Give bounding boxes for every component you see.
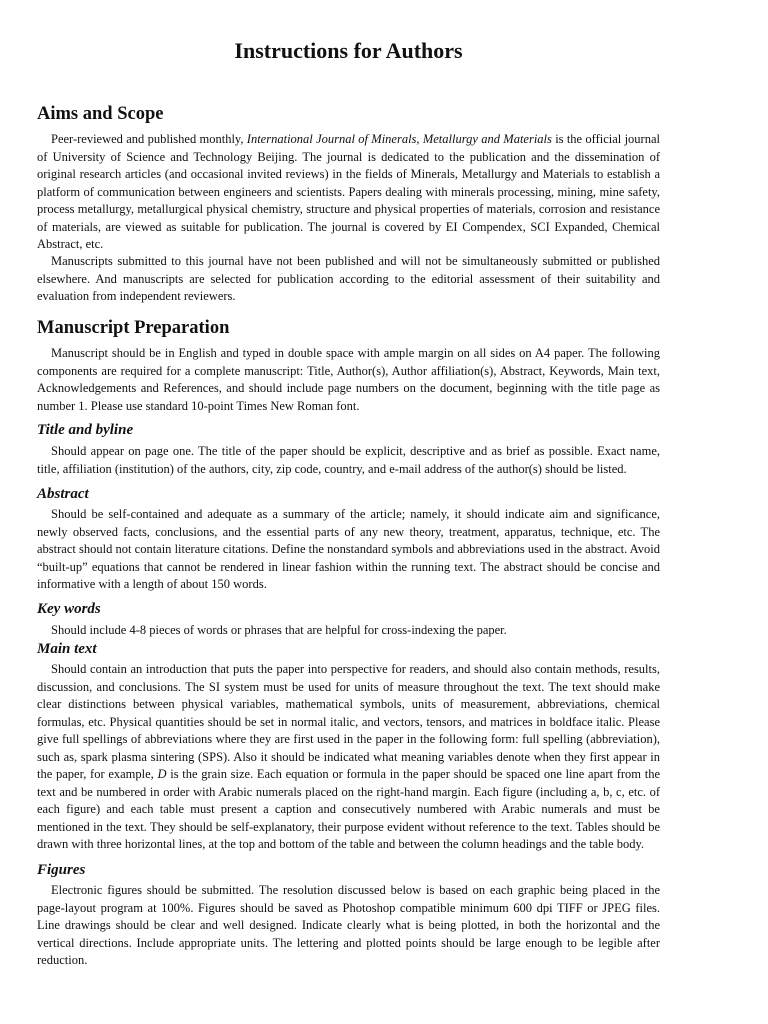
aims-p1-before: Peer-reviewed and published monthly, (51, 132, 247, 146)
aims-paragraph-1 (37, 131, 660, 254)
main-text-after: is the grain size. Each equation or formula in the paper should be spaced one line apart from the text and be numbered in order with Arabic numerals placed on the right-hand margin. Each figure (including a, b, c, etc. of each figure) and each table must present a caption and consecutively numbered with Arabic numerals and must be mentioned in the text. They should be self-explanatory, their purpose evident without reference to the text. Tables should be drawn with three horizontal lines, at the top and bottom of the table and between the column headings and the table body. (37, 767, 660, 851)
journal-name: International Journal of Minerals, Metallurgy and Materials (246, 132, 552, 146)
subheading-abstract: Abstract (37, 486, 89, 502)
subheading-main-text: Main text (37, 641, 97, 657)
main-text-paragraph (37, 661, 660, 854)
section-heading-manuscript: Manuscript Preparation (37, 318, 230, 338)
key-words-paragraph: Should include 4-8 pieces of words or phrases that are helpful for cross-indexing the paper. (51, 623, 507, 637)
abstract-paragraph: Should be self-contained and adequate as a summary of the article; namely, it should indicate aim and significance, newly observed facts, conclusions, and the essential parts of any new theory, treatment, apparatus, technique, etc. The abstract should not contain literature citations. Define the nonstandard symbols and abbreviations used in the abstract. Avoid “built-up” equations that cannot be rendered in linear fashion within the running text. The abstract should be concise and informative with a length of about 150 words. (37, 507, 660, 591)
subheading-key-words: Key words (37, 601, 101, 617)
figures-paragraph: Electronic figures should be submitted. The resolution discussed below is based on each graphic being placed in the page-layout program at 100%. Figures should be saved as Photoshop compatible minimum 600 dpi TIFF or JPEG files. Line drawings should be clear and well designed. Indicate clearly what is being plotted, in both the horizontal and the vertical directions. Include appropriate units. The lettering and plotted points should be large enough to be legible after reduction. (37, 883, 660, 967)
aims-p1-after: is the official journal of University of Science and Technology Beijing. The journal is dedicated to the publication and the dissemination of original research articles (and occasional invited reviews) in the fields of Minerals, Metallurgy and Materials to establish a platform of communication between engineers and scientists. Papers dealing with minerals processing, mining, mine safety, process metallurgy, metallurgical physical chemistry, structure and physical properties of materials, corrosion and resistance of materials, are viewed as suitable for publication. The journal is covered by EI Compendex, SCI Expanded, Chemical Abstract, etc. (37, 132, 660, 251)
section-heading-aims: Aims and Scope (37, 104, 164, 124)
page-title: Instructions for Authors (234, 38, 463, 63)
main-text-before: Should contain an introduction that puts the paper into perspective for readers, and should also contain methods, results, discussion, and conclusions. The SI system must be used for units of measure throughout the text. The text should make clear distinctions between physical variables, mathematical symbols, units of measurement, abbreviations, chemical formulas, etc. Physical quantities should be set in normal italic, and vectors, tensors, and matrices in boldface italic. Please give full spellings of abbreviations where they are first used in the paper in the following form: full spelling (abbreviation), such as, spark plasma sintering (SPS). Also it should be indicated what meaning variables denote when they first appear in the paper, for example, (37, 662, 660, 781)
aims-paragraph-2: Manuscripts submitted to this journal have not been published and will not be simultaneously submitted or published elsewhere. And manuscripts are selected for publication according to the editorial assessment of their suitability and evaluation from independent reviewers. (37, 254, 660, 303)
subheading-figures: Figures (37, 862, 86, 878)
title-byline-paragraph: Should appear on page one. The title of the paper should be explicit, descriptive and as brief as possible. Exact name, title, affiliation (institution) of the authors, city, zip code, country, and e-mail address of the author(s) should be listed. (37, 444, 660, 476)
grain-size-variable: D (157, 767, 167, 781)
manuscript-paragraph: Manuscript should be in English and typed in double space with ample margin on all sides on A4 paper. The following components are required for a complete manuscript: Title, Author(s), Author affiliation(s), Abstract, Keywords, Main text, Acknowledgements and References, and should include page numbers on the document, beginning with the title page as number 1. Please use standard 10-point Times New Roman font. (37, 346, 660, 413)
subheading-title-byline: Title and byline (37, 422, 134, 438)
